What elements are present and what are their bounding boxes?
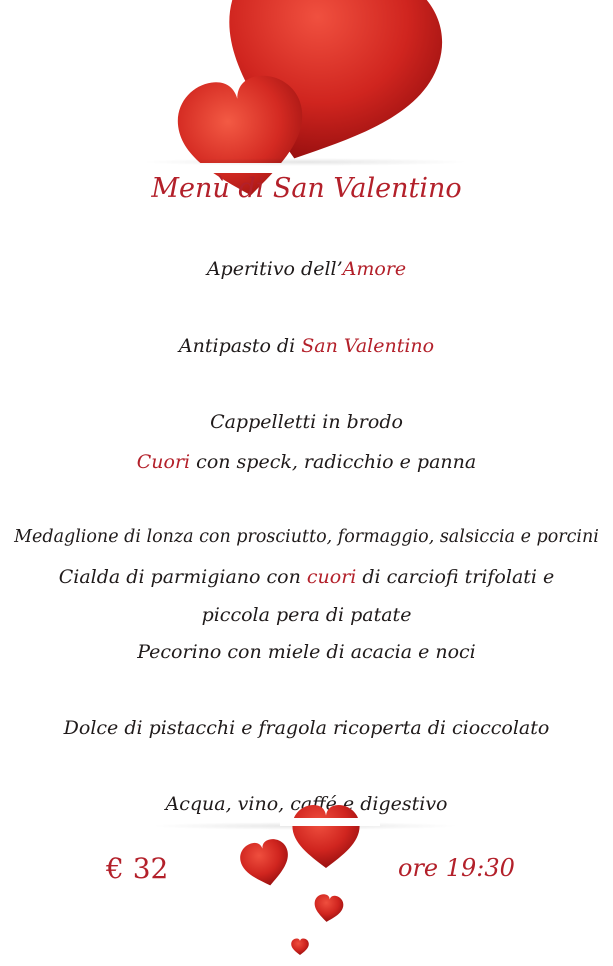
- top-hearts: [0, 0, 613, 170]
- hanging-heart-tiny-icon: [291, 939, 309, 956]
- course-secondo-3: piccola pera di patate: [201, 604, 412, 626]
- course-dolce: Dolce di pistacchi e fragola ricoperta di cioccolato: [63, 717, 550, 739]
- hanging-heart-medium-icon: [237, 836, 293, 890]
- course-primo-2: Cuori con speck, radicchio e panna: [136, 451, 477, 473]
- course-antipasto: Antipasto di San Valentino: [178, 335, 435, 357]
- course-secondo-2: Cialda di parmigiano con cuori di carciofi trifolati e: [58, 566, 555, 588]
- course-secondo-4: Pecorino con miele di acacia e noci: [137, 641, 476, 663]
- course-bevande: Acqua, vino, caffé e digestivo: [165, 793, 448, 815]
- hanging-heart-small-icon: [312, 893, 344, 924]
- course-primo-1: Cappelletti in brodo: [210, 411, 403, 433]
- course-aperitivo: Aperitivo dell’Amore: [206, 258, 407, 280]
- price-label: € 32: [106, 852, 169, 885]
- time-label: ore 19:30: [398, 854, 515, 882]
- top-shelf-shadow: [140, 158, 470, 166]
- course-secondo-1: Medaglione di lonza con prosciutto, formaggio, salsiccia e porcini: [14, 527, 599, 547]
- menu-title: Menù di San Valentino: [151, 173, 462, 204]
- bottom-hearts: [0, 826, 613, 966]
